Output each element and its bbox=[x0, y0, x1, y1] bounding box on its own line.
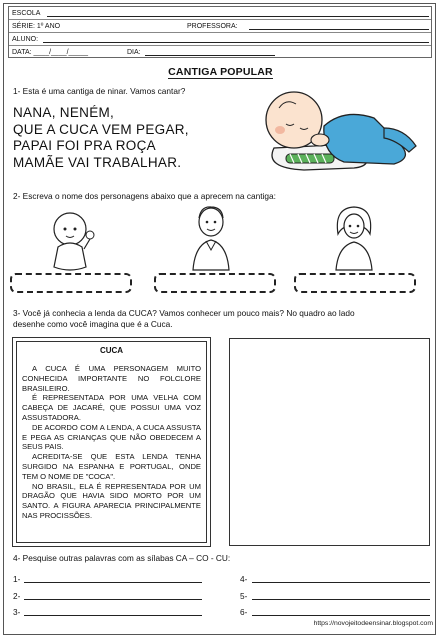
header-divider bbox=[9, 45, 431, 46]
teacher-label: PROFESSORA: bbox=[187, 23, 238, 30]
header-block bbox=[8, 6, 432, 58]
cuca-paragraph: É REPRESENTADA POR UMA VELHA COM CABEÇA DE JACARÉ, QUE POSSUI UMA VOZ ASSUSTADORA. bbox=[22, 393, 201, 422]
cuca-paragraph: ACREDITA-SE QUE ESTA LENDA TENHA SURGIDO NA ESPANHA E PORTUGAL, ONDE TEM O NOME DE "COCA". bbox=[22, 452, 201, 481]
day-field[interactable] bbox=[145, 47, 275, 56]
question-3-line2: desenhe como você imagina que é a Cuca. bbox=[13, 319, 173, 329]
teacher-field[interactable] bbox=[249, 21, 429, 30]
answer-line-1[interactable] bbox=[24, 582, 202, 583]
baby-name-answer-box[interactable] bbox=[10, 273, 132, 293]
answer-label-4: 4- bbox=[240, 574, 248, 584]
cuca-legend-text bbox=[22, 364, 201, 521]
answer-line-6[interactable] bbox=[252, 615, 430, 616]
question-2: 2- Escreva o nome dos personagens abaixo que a aprecem na cantiga: bbox=[13, 191, 276, 201]
answer-line-2[interactable] bbox=[24, 599, 202, 600]
source-url: https://novojeitodeensinar.blogspot.com bbox=[313, 620, 433, 627]
poem-line: QUE A CUCA VEM PEGAR, bbox=[13, 121, 189, 137]
school-label: ESCOLA bbox=[12, 10, 41, 17]
student-field[interactable] bbox=[43, 34, 429, 43]
cuca-paragraph: DE ACORDO COM A LENDA, A CUCA ASSUSTA E PEGA AS CRIANÇAS QUE NÃO OBEDECEM A SEUS PAIS. bbox=[22, 422, 201, 452]
poem-line: PAPAI FOI PRA ROÇA bbox=[13, 138, 156, 153]
header-divider bbox=[9, 32, 431, 33]
answer-label-3: 3- bbox=[13, 607, 21, 617]
baby-character-icon bbox=[44, 209, 104, 273]
cuca-paragraph: NO BRASIL, ELA É REPRESENTADA POR UM DRAGÃO QUE HAVIA SIDO MORTO POR UM SANTO. A FIGURA APARECIA PRINCIPALMENTE NAS PROCISSÕES. bbox=[22, 481, 201, 520]
poem-line: MAMÃE VAI TRABALHAR. bbox=[13, 154, 182, 170]
answer-line-3[interactable] bbox=[24, 615, 202, 616]
mother-name-answer-box[interactable] bbox=[294, 273, 416, 293]
sleeping-baby-illustration bbox=[234, 88, 429, 174]
question-4: 4- Pesquise outras palavras com as sílabas CA – CO - CU: bbox=[13, 553, 231, 563]
cuca-paragraph: A CUCA É UMA PERSONAGEM MUITO CONHECIDA IMPORTANTE NO FOLCLORE BRASILEIRO. bbox=[22, 364, 201, 393]
cuca-legend-inner-frame bbox=[16, 341, 207, 543]
answer-label-2: 2- bbox=[13, 591, 21, 601]
lullaby-poem bbox=[13, 105, 189, 171]
school-field[interactable] bbox=[47, 8, 429, 17]
mother-character-icon bbox=[332, 204, 376, 272]
grade-label: SÉRIE: 1º ANO bbox=[12, 23, 61, 30]
cuca-drawing-area[interactable] bbox=[229, 338, 430, 546]
answer-line-4[interactable] bbox=[252, 582, 430, 583]
father-character-icon bbox=[189, 204, 233, 272]
page-title: CANTIGA POPULAR bbox=[168, 66, 273, 78]
cuca-legend-box bbox=[12, 337, 211, 547]
day-label: DIA: bbox=[127, 49, 141, 56]
poem-line: NANA, NENÉM, bbox=[13, 105, 115, 120]
question-1: 1- Esta é uma cantiga de ninar. Vamos cantar? bbox=[13, 86, 186, 96]
question-3-line1: 3- Você já conhecia a lenda da CUCA? Vamos conhecer um pouco mais? No quadro ao lado bbox=[13, 308, 355, 318]
answer-line-5[interactable] bbox=[252, 599, 430, 600]
header-divider bbox=[9, 19, 431, 20]
answer-label-1: 1- bbox=[13, 574, 21, 584]
student-label: ALUNO: bbox=[12, 36, 39, 43]
cuca-legend-title: CUCA bbox=[99, 346, 124, 355]
worksheet-page bbox=[3, 3, 436, 635]
father-name-answer-box[interactable] bbox=[154, 273, 276, 293]
answer-label-6: 6- bbox=[240, 607, 248, 617]
answer-label-5: 5- bbox=[240, 591, 248, 601]
date-label: DATA: ____/____/_____ bbox=[12, 49, 89, 56]
